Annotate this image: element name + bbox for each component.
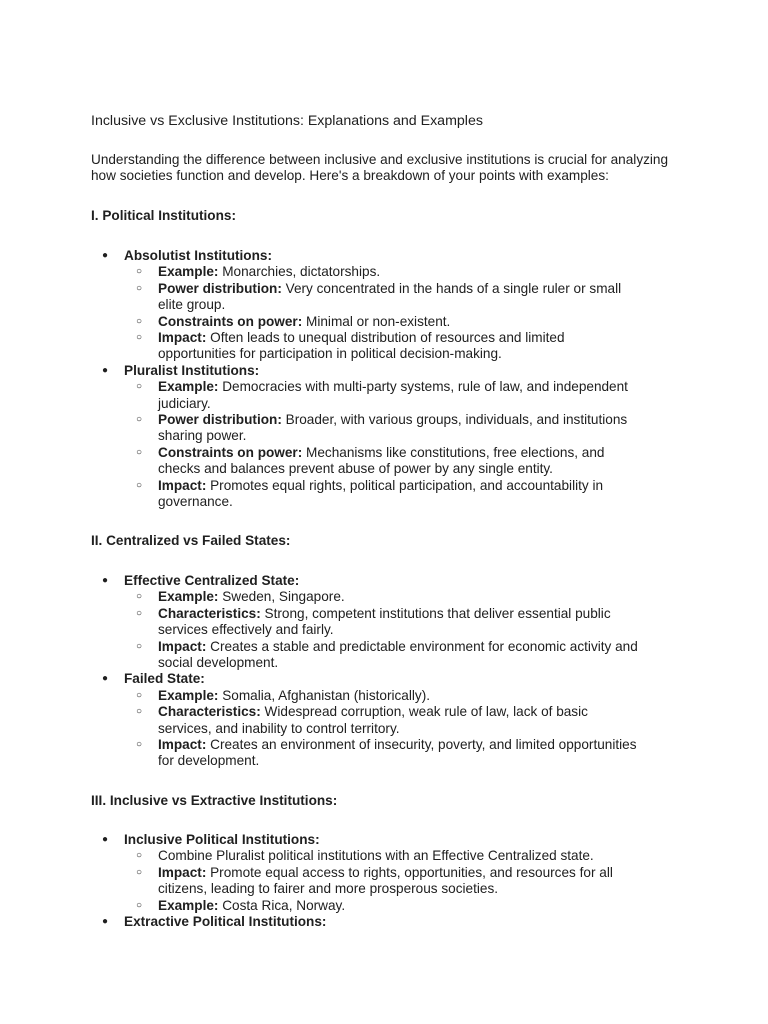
section-heading-political: I. Political Institutions:: [91, 208, 237, 223]
item-title: ● Pluralist Institutions:: [124, 362, 260, 378]
sub-list-item: ○ Impact: Creates an environment of insecurity, poverty, and limited opportunities for development.: [124, 737, 644, 770]
item-title: ● Extractive Political Institutions:: [124, 914, 327, 930]
list-item: [0, 832, 768, 914]
list-item: [0, 363, 768, 511]
sub-list-item: ○ Example: Democracies with multi-party systems, rule of law, and independent judiciary.: [124, 379, 644, 412]
list-item: [0, 914, 768, 930]
list-item: [0, 248, 768, 363]
item-title: ● Effective Centralized State:: [124, 573, 300, 588]
states-list: [0, 573, 768, 770]
sub-list-item: ○ Example: Somalia, Afghanistan (historically).: [124, 688, 644, 704]
sub-list-item: ○ Constraints on power: Minimal or non-existent.: [124, 314, 644, 330]
inclusive-extractive-list: [0, 832, 768, 930]
sub-list-item: ○ Characteristics: Strong, competent institutions that deliver essential public services effectively and fairly.: [124, 606, 644, 639]
sub-list-item: ○ Example: Monarchies, dictatorships.: [124, 264, 644, 280]
sub-list-item: ○ Constraints on power: Mechanisms like constitutions, free elections, and checks and balances prevent abuse of power by any single entity.: [124, 445, 644, 478]
list-item: [0, 573, 768, 671]
sub-list-item: ○ Power distribution: Very concentrated in the hands of a single ruler or small elite group.: [124, 281, 644, 314]
sub-list-item: ○ Impact: Often leads to unequal distribution of resources and limited opportunities for participation in political decision-making.: [124, 330, 644, 363]
sub-list-item: ○ Impact: Promote equal access to rights, opportunities, and resources for all citizens, leading to fairer and more prosperous societies.: [124, 865, 644, 898]
sub-list-item: ○ Combine Pluralist political institutions with an Effective Centralized state.: [124, 848, 644, 864]
sub-list: [124, 688, 644, 770]
section-heading-inclusive-extractive: III. Inclusive vs Extractive Institutions:: [91, 793, 338, 808]
sub-list-item: ○ Power distribution: Broader, with various groups, individuals, and institutions sharing power.: [124, 412, 644, 445]
item-title: ● Absolutist Institutions:: [124, 248, 273, 263]
item-title: ● Failed State:: [124, 671, 205, 687]
section-heading-states: II. Centralized vs Failed States:: [91, 533, 291, 548]
sub-list: [124, 848, 644, 914]
sub-list: [124, 379, 644, 510]
sub-list-item: ○ Example: Sweden, Singapore.: [124, 589, 644, 605]
item-title: ● Inclusive Political Institutions:: [124, 832, 320, 847]
intro-paragraph: Understanding the difference between inclusive and exclusive institutions is crucial for analyzing how societies function and develop. Here's a breakdown of your points with examples:: [91, 152, 669, 184]
sub-list-item: ○ Example: Costa Rica, Norway.: [124, 898, 644, 914]
sub-list: [124, 264, 644, 362]
political-institutions-list: [0, 248, 768, 511]
sub-list-item: ○ Impact: Creates a stable and predictable environment for economic activity and social development.: [124, 639, 644, 672]
sub-list-item: ○ Impact: Promotes equal rights, political participation, and accountability in governance.: [124, 478, 644, 511]
sub-list-item: ○ Characteristics: Widespread corruption, weak rule of law, lack of basic services, and inability to control territory.: [124, 704, 644, 737]
list-item: [0, 671, 768, 769]
sub-list: [124, 589, 644, 671]
document-title: Inclusive vs Exclusive Institutions: Explanations and Examples: [91, 113, 483, 129]
